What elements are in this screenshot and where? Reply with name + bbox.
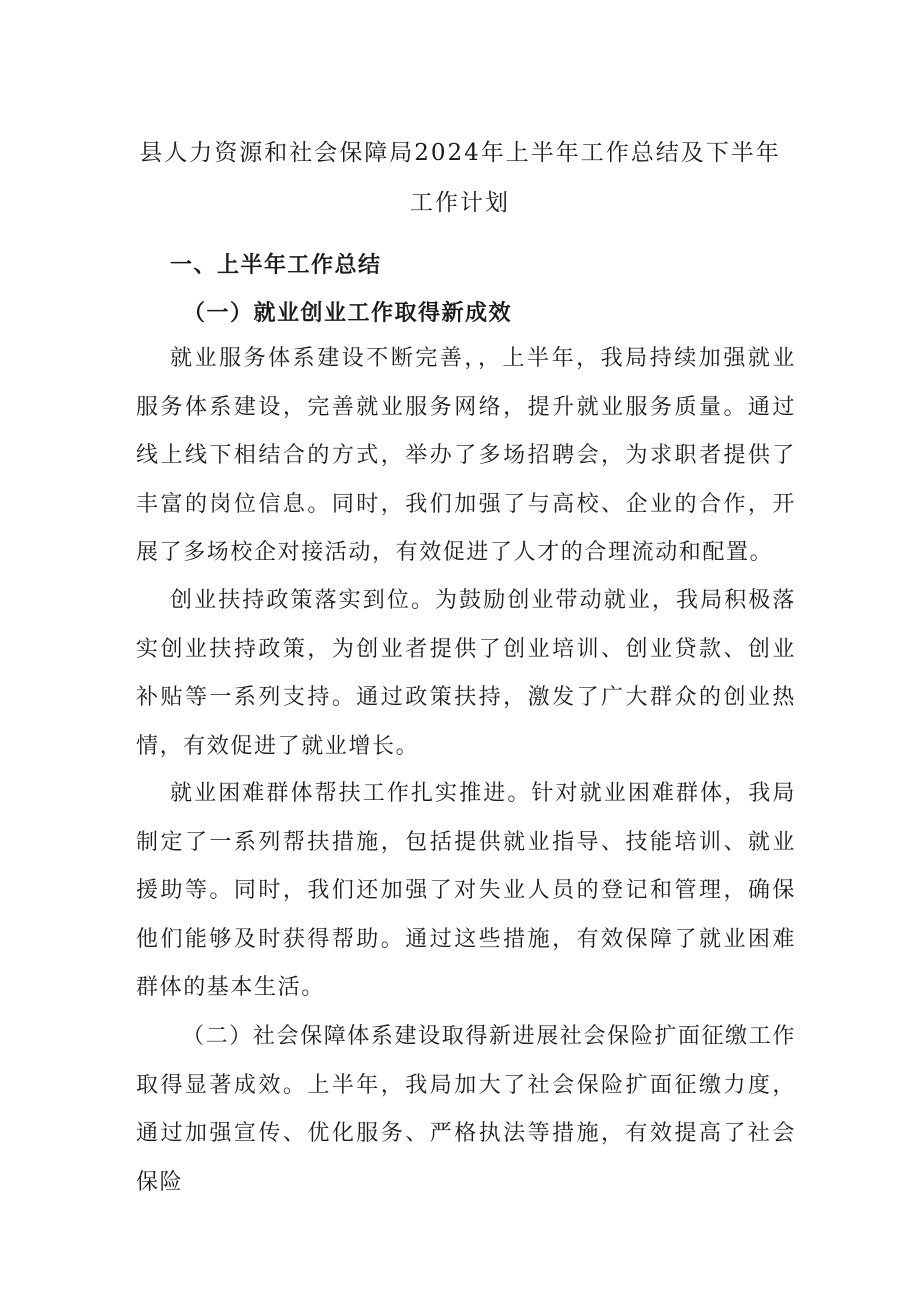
- document-title-line-1: 县人力资源和社会保障局2024年上半年工作总结及下半年: [139, 140, 781, 166]
- paragraph-entrepreneurship-support: 创业扶持政策落实到位。为鼓励创业带动就业，我局积极落实创业扶持政策，为创业者提供了创业培训、创业贷款、创业补贴等一系列支持。通过政策扶持，激发了广大群众的创业热情，有效促进了就业增长。: [136, 588, 796, 759]
- paragraph-employment-service: 就业服务体系建设不断完善，，上半年，我局持续加强就业服务体系建设，完善就业服务网络，提升就业服务质量。通过线上线下相结合的方式，举办了多场招聘会，为求职者提供了丰富的岗位信息。同时，我们加强了与高校、企业的合作，开展了多场校企对接活动，有效促进了人才的合理流动和配置。: [136, 346, 796, 565]
- paragraph-difficult-groups: 就业困难群体帮扶工作扎实推进。针对就业困难群体，我局制定了一系列帮扶措施，包括提供就业指导、技能培训、就业援助等。同时，我们还加强了对失业人员的登记和管理，确保他们能够及时获得帮助。通过这些措施，有效保障了就业困难群体的基本生活。: [136, 781, 796, 1000]
- document-title-line-2: 工作计划: [410, 190, 510, 216]
- paragraph-social-security: （二）社会保障体系建设取得新进展社会保险扩面征缴工作取得显著成效。上半年，我局加大了社会保险扩面征缴力度，通过加强宣传、优化服务、严格执法等措施，有效提高了社会保险: [136, 1024, 796, 1195]
- section-heading: 一、上半年工作总结: [170, 252, 382, 278]
- subsection-heading: （一）就业创业工作取得新成效: [183, 300, 513, 326]
